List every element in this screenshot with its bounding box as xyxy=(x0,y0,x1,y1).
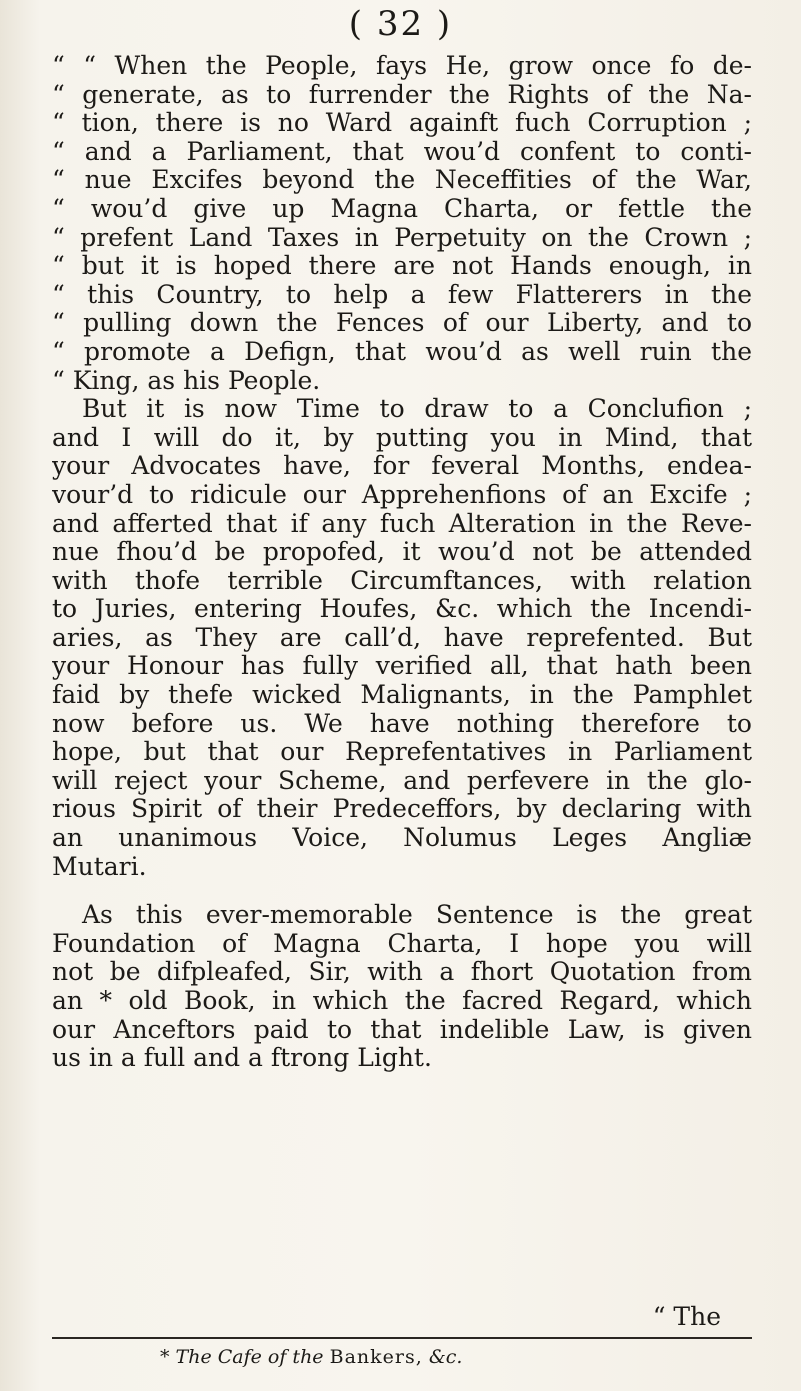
text-line: “ “ When the People, fays He, grow once fo de- xyxy=(52,52,752,80)
text-line: “ this Country, to help a few Flatterers in the xyxy=(52,280,752,309)
text-line: with thofe terrible Circumftances, with relation xyxy=(52,566,752,595)
footnote-caps: Bankers, xyxy=(329,1346,423,1368)
text-line: “ pulling down the Fences of our Liberty, and to xyxy=(52,309,752,338)
text-line: and afferted that if any fuch Alteration in the Reve- xyxy=(52,509,752,538)
text-line: “ tion, there is no Ward againft fuch Corruption ; xyxy=(52,109,752,138)
text-line: hope, but that our Reprefentatives in Parliament xyxy=(52,738,752,767)
text-line: “ but it is hoped there are not Hands enough, in xyxy=(52,252,752,281)
text-line: Foundation of Magna Charta, I hope you will xyxy=(52,929,752,958)
footnote-marker: * xyxy=(160,1346,170,1368)
footnote-text: The Cafe of the xyxy=(175,1346,324,1368)
text-line: “ King, as his People. xyxy=(52,366,321,395)
text-line: to Juries, entering Houfes, &c. which the Incendi- xyxy=(52,595,752,624)
catchword: “ The xyxy=(652,1302,721,1331)
text-line: Mutari. xyxy=(52,852,147,881)
paragraph-conclusion xyxy=(52,395,752,881)
body-text xyxy=(52,52,752,1073)
text-line: your Honour has fully verified all, that hath been xyxy=(52,652,752,681)
text-line: an unanimous Voice, Nolumus Leges Angliæ xyxy=(52,824,752,853)
text-line: our Anceftors paid to that indelible Law, is given xyxy=(52,1015,752,1044)
footnote xyxy=(160,1346,462,1368)
footnote-rule xyxy=(52,1337,752,1339)
text-line: vour’d to ridicule our Apprehenfions of an Excife ; xyxy=(52,480,752,509)
text-line: aries, as They are call’d, have reprefented. But xyxy=(52,623,752,652)
text-line: an * old Book, in which the facred Regard, which xyxy=(52,987,752,1015)
page-number: ( 32 ) xyxy=(348,4,453,44)
text-line: “ wou’d give up Magna Charta, or fettle the xyxy=(52,194,752,223)
text-line: us in a full and a ftrong Light. xyxy=(52,1044,432,1073)
text-line: “ generate, as to furrender the Rights of the Na- xyxy=(52,80,752,109)
text-line: will reject your Scheme, and perfevere in the glo- xyxy=(52,766,752,795)
text-line: “ promote a Defign, that wou’d as well ruin the xyxy=(52,337,752,366)
footnote-end: &c. xyxy=(428,1346,463,1368)
text-line: “ and a Parliament, that wou’d confent to conti- xyxy=(52,137,752,166)
text-line: “ prefent Land Taxes in Perpetuity on the Crown ; xyxy=(52,223,752,252)
paragraph-magna-charta xyxy=(52,901,752,1073)
text-line: now before us. We have nothing therefore to xyxy=(52,709,752,738)
text-line: nue fhou’d be propofed, it wou’d not be attended xyxy=(52,538,752,567)
paragraph-quotation xyxy=(52,52,752,395)
text-line: “ nue Excifes beyond the Neceffities of the War, xyxy=(52,166,752,195)
text-line: But it is now Time to draw to a Conclufion ; xyxy=(82,395,752,424)
text-line: and I will do it, by putting you in Mind, that xyxy=(52,423,752,452)
text-line: rious Spirit of their Predeceffors, by declaring with xyxy=(52,795,752,824)
text-line: your Advocates have, for feveral Months, endea- xyxy=(52,452,752,481)
text-line: As this ever-memorable Sentence is the great xyxy=(82,901,752,930)
text-line: faid by thefe wicked Malignants, in the Pamphlet xyxy=(52,681,752,710)
text-line: not be difpleafed, Sir, with a fhort Quotation from xyxy=(52,958,752,987)
